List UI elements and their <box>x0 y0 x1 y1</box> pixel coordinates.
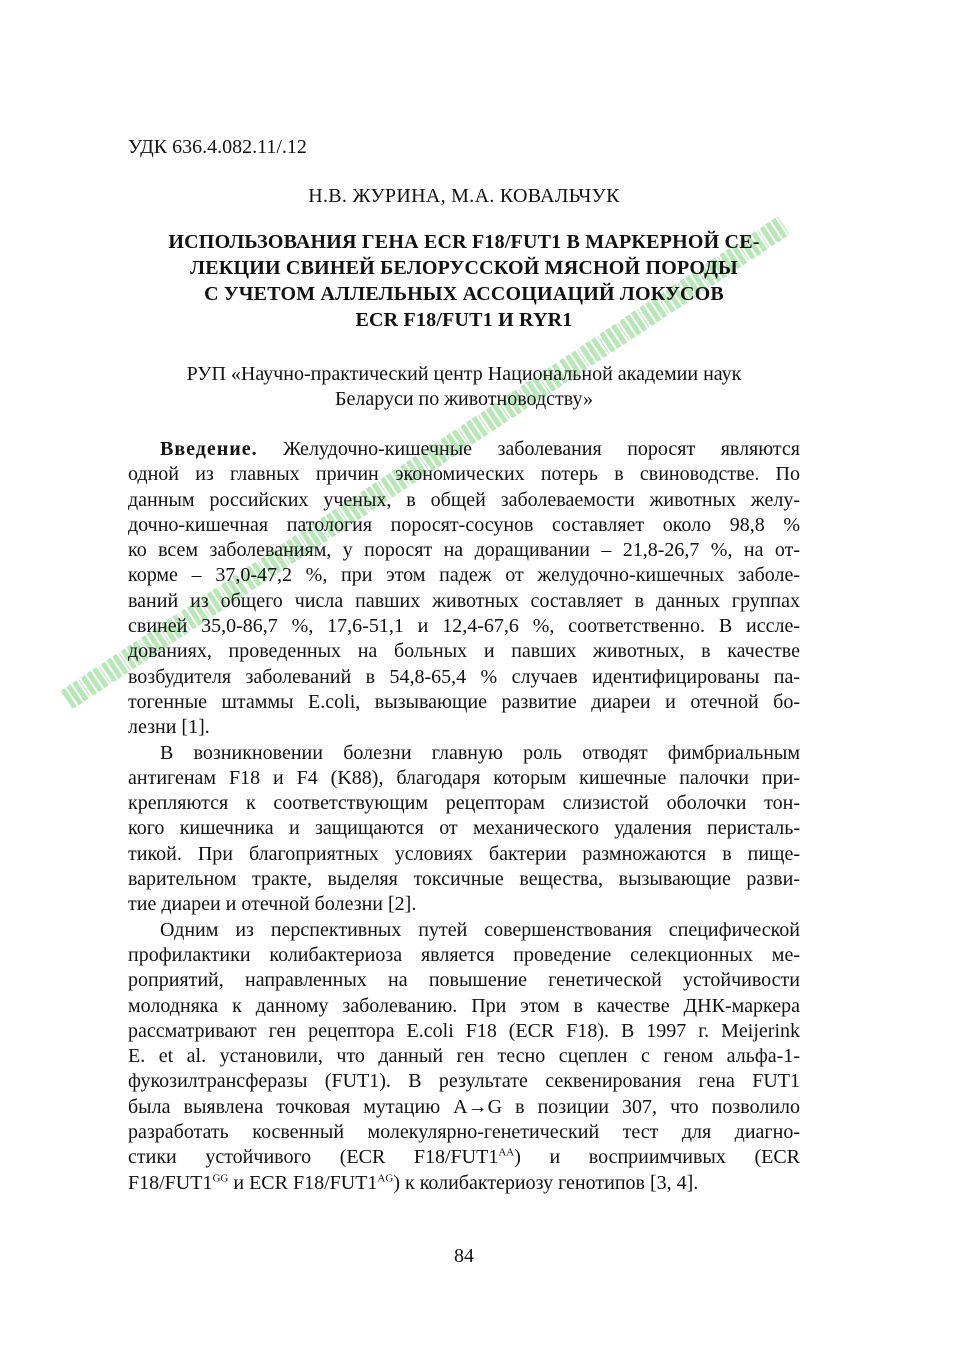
paragraph-line: была выявлена точковая мутацию A→G в позиции 307, что позволило <box>128 1095 800 1118</box>
organization <box>128 362 800 412</box>
paragraph-line: $F18/FUT1^{GG}$ и ECR $F18/FUT1^{AG}$) к колибактериозу генотипов [3, 4]. <box>128 1171 699 1194</box>
title-line: ЛЕКЦИИ СВИНЕЙ БЕЛОРУССКОЙ МЯСНОЙ ПОРОДЫ <box>190 257 738 279</box>
title-line: ECR F18/FUT1 И RYR1 <box>355 309 573 331</box>
intro-heading: Введение. <box>160 438 258 460</box>
org-line: РУП «Научно-практический центр Национальной академии наук <box>186 363 742 385</box>
title-line: С УЧЕТОМ АЛЛЕЛЬНЫХ АССОЦИАЦИЙ ЛОКУСОВ <box>204 283 724 305</box>
paragraph-line: ко всем заболеваниям, у поросят на доращивании – 21,8-26,7 %, на от- <box>128 539 800 562</box>
paragraph-line: роприятий, направленных на повышение генетической устойчивости <box>128 969 800 992</box>
paragraph-line: профилактики колибактериоза является проведение селекционных ме- <box>128 943 800 966</box>
paragraph-line: рассматривают ген рецептора E.coli F18 (ECR F18). В 1997 г. Meijerink <box>128 1019 800 1042</box>
paragraph-line: дованиях, проведенных на больных и павших животных, в качестве <box>128 640 800 663</box>
paragraph-line: E. et al. установили, что данный ген тесно сцеплен с геном альфа-1- <box>128 1045 800 1068</box>
paragraph-line: дочно-кишечная патология поросят-сосунов составляет около 98,8 % <box>128 513 800 536</box>
page-number: 84 <box>454 1245 474 1267</box>
paragraph-line: стики устойчивого (ECR $F18/FUT1^{AA}$) и восприимчивых (ECR <box>128 1146 800 1169</box>
paragraph-line: корме – 37,0-47,2 %, при этом падеж от желудочно-кишечных заболе- <box>128 564 800 587</box>
paragraph-line: крепляются к соответствующим рецепторам слизистой оболочки тон- <box>128 792 800 815</box>
paragraph-line: В возникновении болезни главную роль отводят фимбриальным <box>160 741 800 764</box>
udk-code: УДК 636.4.082.11/.12 <box>128 136 307 158</box>
paragraph-line: варительном тракте, выделяя токсичные вещества, вызывающие разви- <box>128 868 800 891</box>
paragraph-line: антигенам F18 и F4 (K88), благодаря которым кишечные палочки при- <box>128 766 800 789</box>
paragraph-line: кого кишечника и защищаются от механического удаления перисталь- <box>128 817 800 840</box>
paragraph-line: тикой. При благоприятных условиях бактерии размножаются в пище- <box>128 842 800 865</box>
paragraph-line: ваний из общего числа павших животных составляет в данных группах <box>128 589 800 612</box>
paragraph-line: одной из главных причин экономических потерь в свиноводстве. По <box>128 463 800 486</box>
title-line: ИСПОЛЬЗОВАНИЯ ГЕНА ECR F18/FUT1 В МАРКЕРНОЙ СЕ- <box>168 231 760 253</box>
paragraph-line: фукозилтрансферазы (FUT1). В результате секвенирования гена FUT1 <box>128 1070 800 1093</box>
paragraph-line: молодняка к данному заболеванию. При этом в качестве ДНК-маркера <box>128 994 800 1017</box>
paragraph-line: свиней 35,0-86,7 %, 17,6-51,1 и 12,4-67,6 %, соответственно. В иссле- <box>128 615 800 638</box>
paragraph-line: возбудителя заболеваний в 54,8-65,4 % случаев идентифицированы па- <box>128 665 800 688</box>
authors: Н.В. ЖУРИНА, М.А. КОВАЛЬЧУК <box>308 185 620 207</box>
article-body <box>128 437 800 1196</box>
paragraph-line: Введение. Желудочно-кишечные заболевания поросят являются <box>160 438 800 460</box>
paragraph-line: данным российских ученых, в общей заболеваемости животных желу- <box>128 488 800 511</box>
org-line: Беларуси по животноводству» <box>334 388 594 410</box>
paragraph-line: тогенные штаммы E.coli, вызывающие развитие диареи и отечной бо- <box>128 690 800 713</box>
paragraph-line: Одним из перспективных путей совершенствования специфической <box>160 918 800 941</box>
paragraph-line: тие диареи и отечной болезни [2]. <box>128 893 417 916</box>
paragraph-line: разработать косвенный молекулярно-генетический тест для диагно- <box>128 1121 800 1144</box>
article-title <box>128 229 800 333</box>
paragraph-line: лезни [1]. <box>128 716 210 739</box>
